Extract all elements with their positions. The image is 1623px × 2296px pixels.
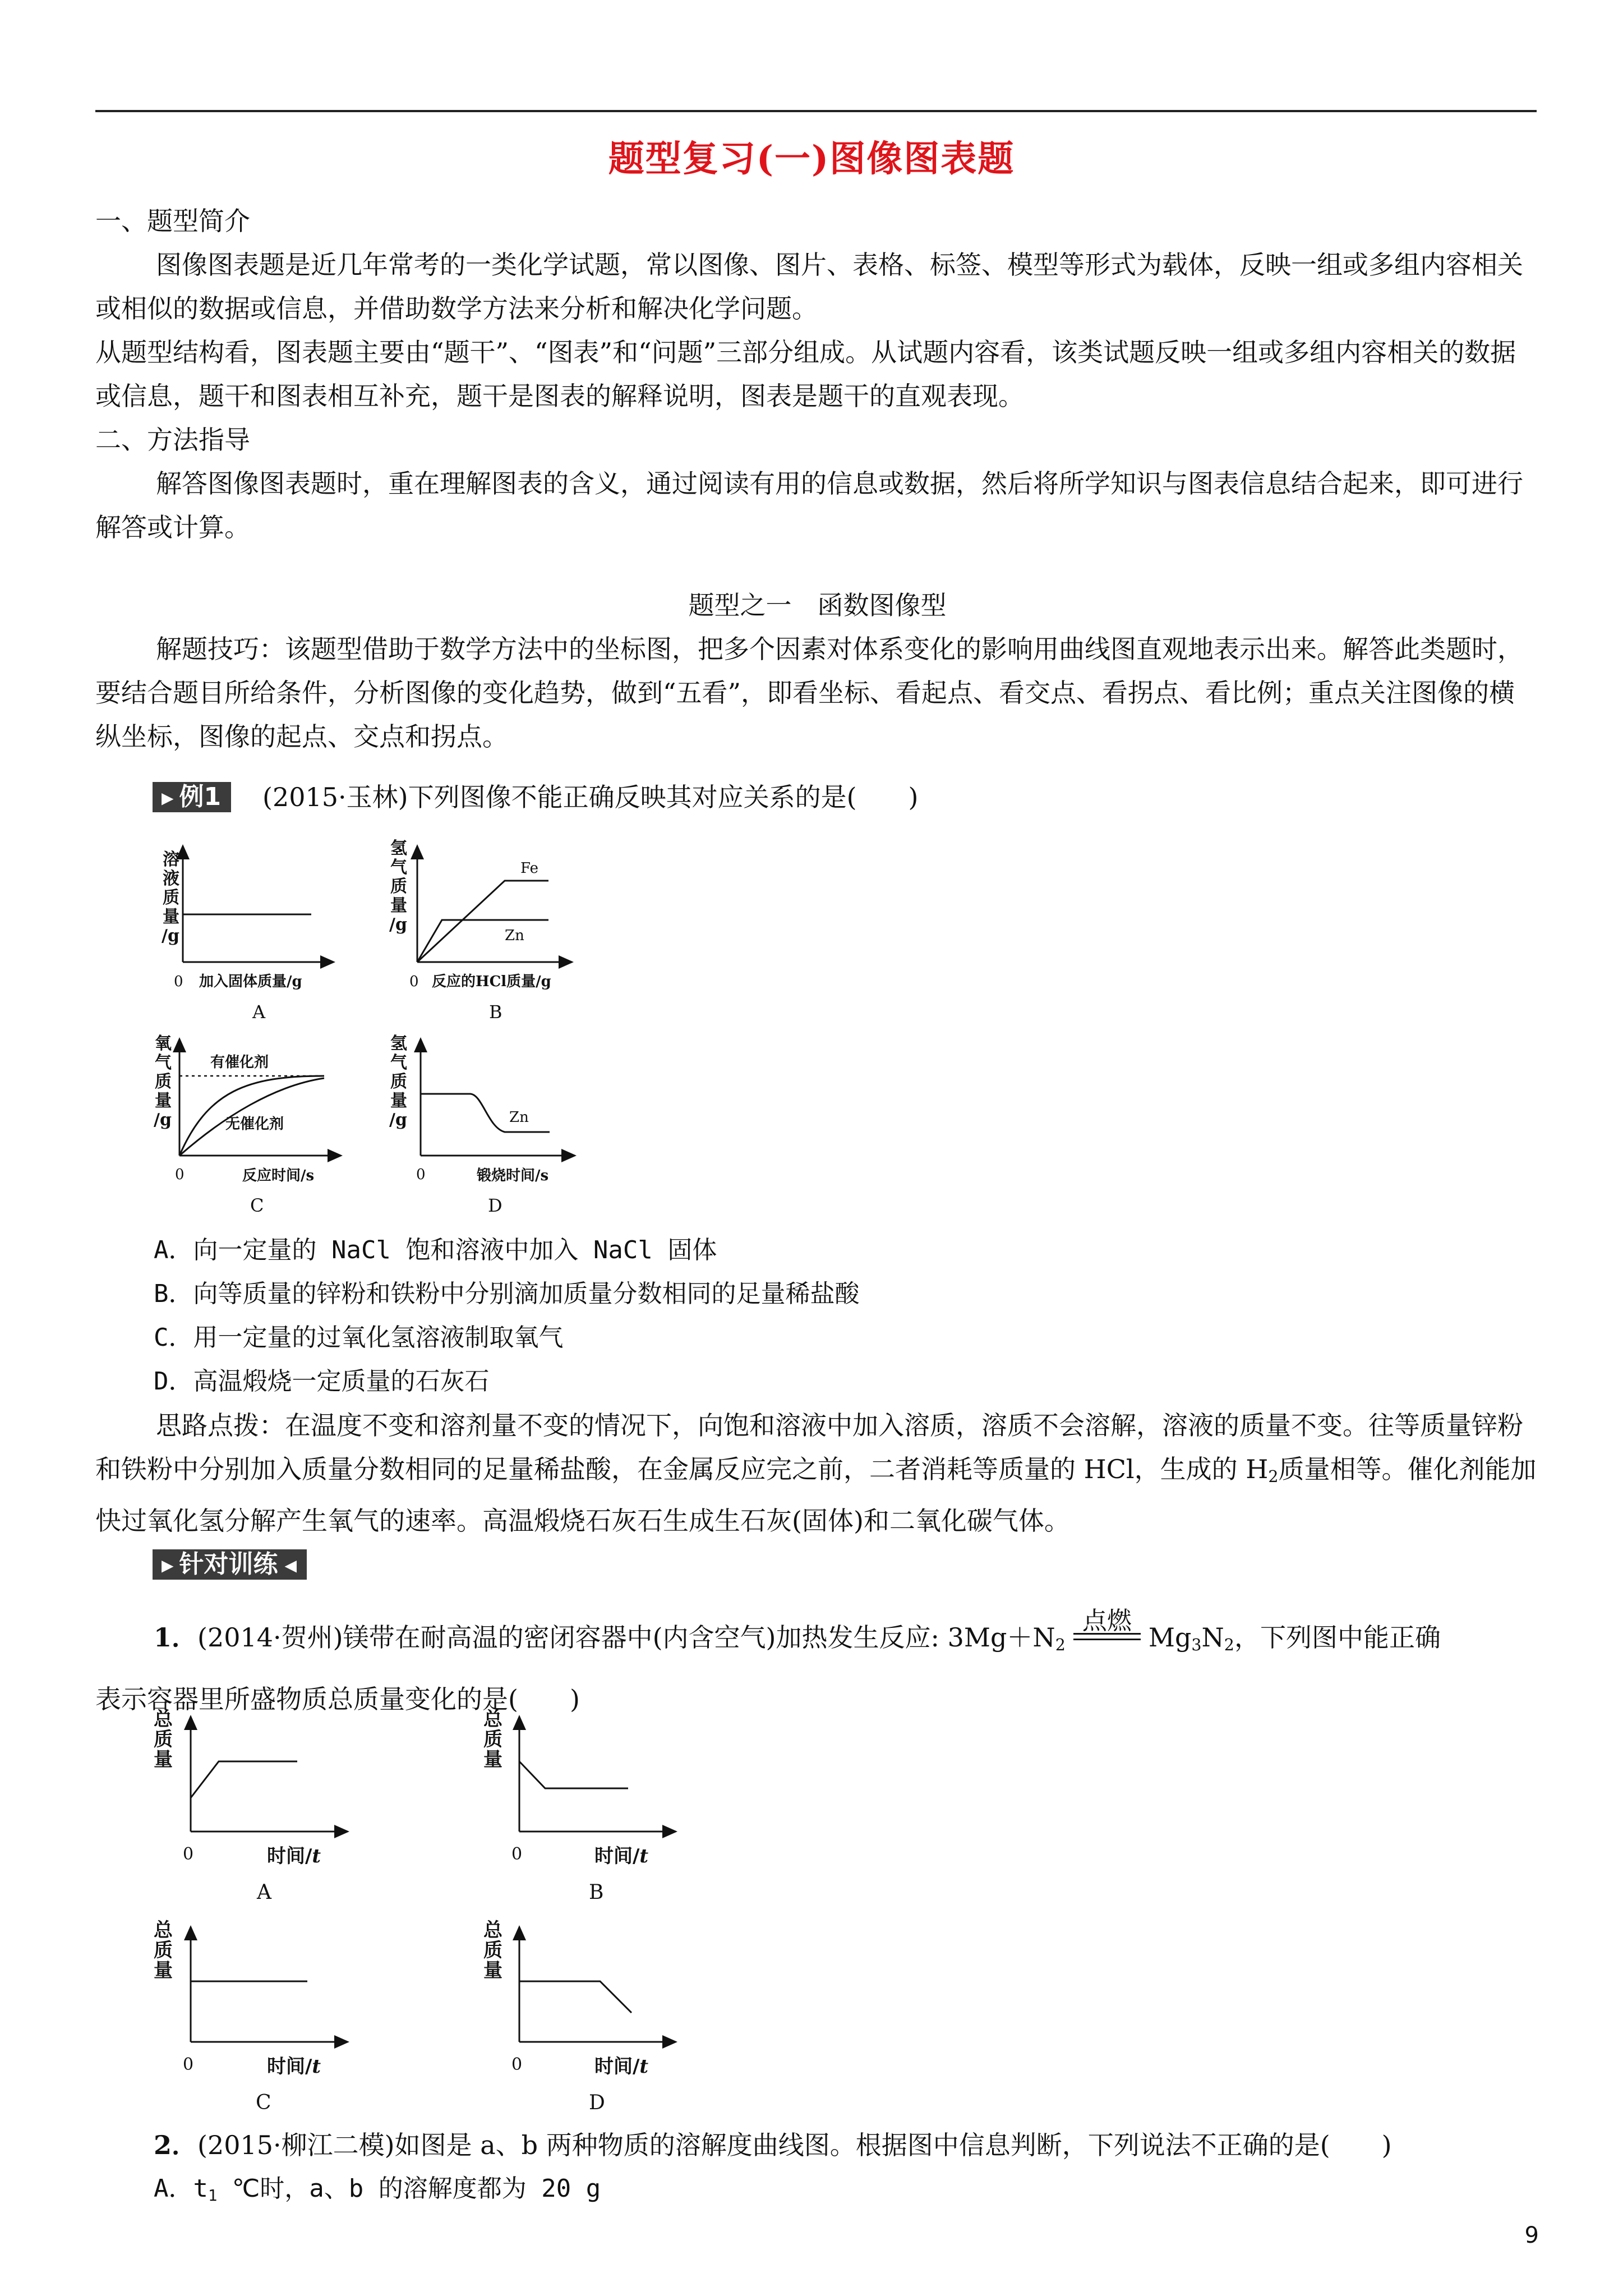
example-tag-label: 例1	[179, 783, 222, 811]
graph-d-ylabel-1: 氢	[390, 1034, 407, 1053]
q1-product-mid: N	[1201, 1622, 1224, 1653]
q1-graph-d-origin: 0	[511, 2055, 523, 2074]
graph-b-ylabel-1: 氢	[390, 839, 407, 858]
play-icon: ▶	[162, 1556, 174, 1575]
graph-a-xlabel: 加入固体质量/g	[199, 973, 302, 990]
q2-stem-text: (2015·柳江二模)如图是 a、b 两种物质的溶解度曲线图。根据图中信息判断，下列说法不正确的是( )	[197, 2130, 1392, 2160]
q1-graph-a-ylabel-3: 量	[154, 1749, 173, 1771]
q1-graph-d-ylabel-1: 总	[483, 1919, 502, 1941]
training-tag	[153, 1549, 307, 1580]
graph-b-ylabel-3: 质	[390, 877, 407, 896]
q1-graph-d-caption: D	[589, 2091, 605, 2114]
graph-b-xlabel: 反应的HCl质量/g	[432, 973, 551, 990]
graph-a-caption: A	[252, 1001, 266, 1023]
q1-graph-c-caption: C	[256, 2091, 271, 2114]
graph-d	[389, 1034, 575, 1216]
graph-c-ylabel-2: 气	[155, 1053, 172, 1073]
q1-graph-a-ylabel-2: 质	[154, 1728, 173, 1751]
q1-graph-c-xlabel: 时间/t	[267, 2055, 321, 2078]
q2-option-a	[154, 2167, 1500, 2218]
q1-stem-post: ，下列图中能正确	[1234, 1622, 1441, 1653]
graph-a-ylabel-3: 质	[163, 888, 179, 908]
reaction-condition	[1073, 1607, 1141, 1651]
q1-graph-a-curve	[191, 1761, 297, 1798]
graph-b-zn-curve	[417, 920, 548, 962]
analysis-text-2: 质量相等。催化剂能加快过氧化氢分解产生氧气的速率。高温煅烧石灰石生成生石灰(固体)和二氧化碳气体。	[95, 1454, 1537, 1536]
q1-graph-b-xlabel: 时间/t	[594, 1845, 649, 1867]
analysis-subscript: 2	[1268, 1467, 1279, 1487]
graph-c-xlabel: 反应时间/s	[242, 1167, 315, 1184]
graph-b-ylabel-4: 量	[390, 896, 407, 915]
q2-number: 2．	[154, 2130, 198, 2160]
analysis	[95, 1404, 1539, 1543]
graph-d-origin: 0	[416, 1166, 426, 1183]
q1-line2: 表示容器里所盛物质总质量变化的是( )	[95, 1684, 580, 1714]
q1-line1	[154, 1607, 1544, 1667]
training-tag-label: 针对训练	[179, 1550, 278, 1579]
graph-a-ylabel-4: 量	[163, 907, 179, 927]
graph-b-fe-curve	[417, 881, 548, 962]
play-icon: ▶	[162, 789, 174, 807]
graph-c-catalyst-label: 有催化剂	[210, 1054, 269, 1071]
example1-figure	[146, 836, 651, 1228]
option-a: A．向一定量的 NaCl 饱和溶液中加入 NaCl 固体	[154, 1236, 717, 1264]
q1-graph-a-xlabel: 时间/t	[267, 1845, 321, 1867]
q1-number: 1．	[154, 1622, 198, 1653]
graph-c-origin: 0	[175, 1166, 185, 1183]
q1-graph-b-ylabel-2: 质	[483, 1728, 502, 1751]
option-c: C．用一定量的过氧化氢溶液制取氧气	[154, 1323, 564, 1352]
graph-b-zn-label: Zn	[505, 927, 524, 944]
option-d: D．高温煅烧一定质量的石灰石	[154, 1367, 490, 1396]
q1-graph-b-curve	[519, 1761, 628, 1788]
graph-b-caption: B	[489, 1001, 502, 1023]
graph-b-ylabel-5: /g	[389, 915, 407, 935]
q2-option-a-sub: 1	[208, 2187, 218, 2205]
analysis-text-1: 思路点拨：在温度不变和溶剂量不变的情况下，向饱和溶液中加入溶质，溶质不会溶解，溶液的质量不变。往等质量锌粉和铁粉中分别加入质量分数相同的足量稀盐酸，在金属反应完之前，二者消耗等质量的 HCl，生成的 H	[95, 1410, 1523, 1484]
q1-graph-d-ylabel-3: 量	[483, 1959, 502, 1982]
page-number: 9	[1524, 2223, 1539, 2248]
subsection-heading: 题型之一 函数图像型	[688, 590, 947, 620]
header-rule	[95, 110, 1537, 112]
graph-c-ylabel-5: /g	[154, 1110, 172, 1130]
q1-stem-pre: (2014·贺州)镁带在耐高温的密闭容器中(内含空气)加热发生反应: 3Mg＋N	[197, 1622, 1055, 1653]
q1-n2-sub: 2	[1055, 1636, 1066, 1655]
section1-para1: 图像图表题是近几年常考的一类化学试题，常以图像、图片、表格、标签、模型等形式为载体，反映一组或多组内容相关或相似的数据或信息，并借助数学方法来分析和解决化学问题。	[95, 250, 1523, 324]
graph-a	[162, 846, 334, 1023]
reaction-condition-label: 点燃	[1082, 1607, 1132, 1635]
q1-graph-a-origin: 0	[183, 1844, 194, 1864]
q1-graph-c-ylabel-2: 质	[154, 1939, 173, 1962]
q1-graph-c-ylabel-3: 量	[154, 1959, 173, 1982]
graph-d-ylabel-5: /g	[389, 1110, 407, 1130]
graph-b-ylabel-2: 气	[390, 858, 407, 877]
graph-b	[389, 839, 572, 1023]
q1-graph-c-origin: 0	[183, 2055, 194, 2074]
graph-a-ylabel-2: 液	[163, 869, 179, 889]
reverse-play-icon: ◀	[284, 1556, 297, 1575]
graph-a-ylabel-5: /g	[162, 926, 179, 946]
q1-graph-a-ylabel-1: 总	[154, 1708, 173, 1731]
graph-d-zn-label: Zn	[509, 1109, 529, 1126]
section2-heading: 二、方法指导	[95, 425, 250, 455]
q1-graph-b-ylabel-1: 总	[483, 1708, 502, 1731]
example-tag	[153, 782, 231, 812]
equals-line-top	[1073, 1633, 1141, 1635]
q1-graph-b-origin: 0	[511, 1844, 523, 1864]
equals-line-bottom	[1073, 1639, 1141, 1640]
q1-graph-a	[154, 1708, 348, 1904]
q1-graph-d-ylabel-2: 质	[483, 1939, 502, 1962]
section1-heading: 一、题型简介	[95, 206, 250, 236]
solving-tips: 解题技巧：该题型借助于数学方法中的坐标图，把多个因素对体系变化的影响用曲线图直观地表示出来。解答此类题时，要结合题目所给条件，分析图像的变化趋势，做到“五看”，即看坐标、看起点、看交点、看拐点、看比例；重点关注图像的横纵坐标，图像的起点、交点和拐点。	[95, 634, 1523, 752]
q2-option-a-post: ℃时，a、b 的溶解度都为 20 g	[217, 2174, 601, 2203]
q1-graph-d	[483, 1919, 676, 2114]
q1-product: Mg	[1148, 1622, 1192, 1653]
graph-c-caption: C	[250, 1195, 264, 1216]
graph-a-origin: 0	[174, 973, 183, 990]
page-title: 题型复习(一)图像图表题	[608, 138, 1015, 180]
graph-d-xlabel: 锻烧时间/s	[477, 1167, 549, 1184]
graph-c-nocatalyst-label: 无催化剂	[225, 1116, 284, 1133]
q1-graph-d-xlabel: 时间/t	[594, 2055, 649, 2078]
graph-c	[154, 1034, 341, 1216]
q1-graph-d-curve	[519, 1981, 631, 2013]
graph-d-caption: D	[488, 1195, 502, 1216]
q1-graph-c-ylabel-1: 总	[154, 1919, 173, 1941]
example-stem: (2015·玉林)下列图像不能正确反映其对应关系的是( )	[262, 782, 919, 812]
q2-stem	[154, 2123, 1544, 2167]
option-b: B．向等质量的锌粉和铁粉中分别滴加质量分数相同的足量稀盐酸	[154, 1280, 860, 1308]
graph-c-ylabel-3: 质	[155, 1072, 172, 1092]
question1-figure	[146, 1705, 695, 2132]
q1-product-sub2: 2	[1224, 1636, 1234, 1655]
q1-product-sub1: 3	[1191, 1636, 1202, 1655]
graph-d-ylabel-2: 气	[390, 1053, 407, 1073]
section1-para2: 从题型结构看，图表题主要由“题干”、“图表”和“问题”三部分组成。从试题内容看，该类试题反映一组或多组内容相关的数据或信息，题干和图表相互补充，题干是图表的解释说明，图表是题干的直观表现。	[95, 337, 1516, 411]
graph-c-ylabel-4: 量	[155, 1091, 172, 1111]
graph-b-origin: 0	[409, 973, 419, 990]
graph-d-ylabel-4: 量	[390, 1091, 407, 1111]
graph-b-fe-label: Fe	[520, 860, 539, 877]
q1-graph-c	[154, 1919, 348, 2114]
graph-d-ylabel-3: 质	[390, 1072, 407, 1092]
q1-graph-b	[483, 1708, 676, 1904]
q1-graph-b-caption: B	[589, 1881, 604, 1904]
q1-graph-b-ylabel-3: 量	[483, 1749, 502, 1771]
graph-a-ylabel-1: 溶	[163, 850, 179, 869]
q1-graph-a-caption: A	[257, 1881, 271, 1904]
graph-d-curve	[421, 1094, 550, 1132]
graph-c-ylabel-1: 氧	[155, 1034, 172, 1053]
section2-para: 解答图像图表题时，重在理解图表的含义，通过阅读有用的信息或数据，然后将所学知识与图表信息结合起来，即可进行解答或计算。	[95, 468, 1523, 542]
q2-option-a-pre: A．t	[154, 2174, 208, 2203]
